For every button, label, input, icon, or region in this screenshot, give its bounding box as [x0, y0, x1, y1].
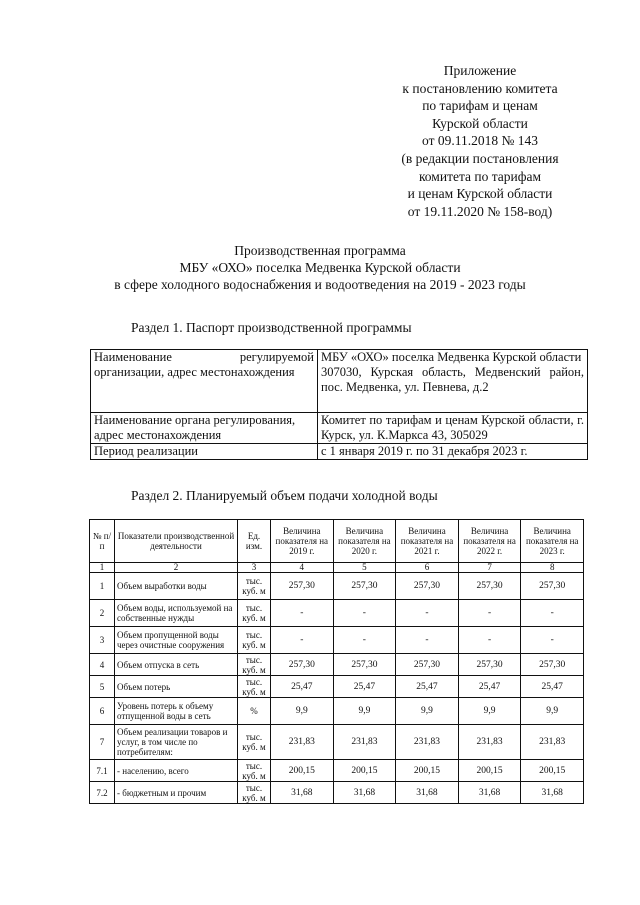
column-index-row: [90, 563, 584, 573]
column-header: Величина показателя на 2023 г.: [521, 520, 584, 563]
appendix-line: и ценам Курской области: [407, 186, 553, 202]
value-cell: -: [458, 600, 521, 627]
row-number: 7.1: [90, 760, 115, 782]
column-header: № п/п: [90, 520, 115, 563]
column-header: Величина показателя на 2022 г.: [458, 520, 521, 563]
value-cell: -: [396, 600, 459, 627]
value-cell: 257,30: [333, 573, 396, 600]
value-cell: 257,30: [396, 654, 459, 676]
value-cell: 31,68: [521, 782, 584, 804]
passport-label: Период реализации: [91, 444, 318, 460]
appendix-block: [380, 62, 580, 220]
column-index: 4: [271, 563, 334, 573]
value-cell: 231,83: [271, 725, 334, 760]
table-row: [90, 698, 584, 725]
passport-label: Наименование регулируемой организации, адрес местонахождения: [91, 350, 318, 413]
value-cell: -: [521, 627, 584, 654]
column-index: 2: [115, 563, 238, 573]
indicator-name: Уровень потерь к объему отпущенной воды в сеть: [115, 698, 238, 725]
program-title-line: в сфере холодного водоснабжения и водоотведения на 2019 - 2023 годы: [114, 277, 526, 292]
table-row: [90, 600, 584, 627]
value-cell: 31,68: [458, 782, 521, 804]
table-row: [90, 725, 584, 760]
table-row: [90, 676, 584, 698]
value-cell: 9,9: [333, 698, 396, 725]
value-cell: 31,68: [333, 782, 396, 804]
passport-value: [318, 350, 588, 413]
value-cell: 257,30: [521, 573, 584, 600]
column-index: 8: [521, 563, 584, 573]
value-cell: 25,47: [271, 676, 334, 698]
appendix-line: от 09.11.2018 № 143: [422, 133, 538, 149]
value-cell: 231,83: [458, 725, 521, 760]
water-volume-table: [89, 519, 584, 804]
row-number: 7: [90, 725, 115, 760]
indicator-name: Объем отпуска в сеть: [115, 654, 238, 676]
value-cell: -: [333, 600, 396, 627]
indicator-name: - бюджетным и прочим: [115, 782, 238, 804]
value-cell: 257,30: [521, 654, 584, 676]
row-number: 1: [90, 573, 115, 600]
row-number: 4: [90, 654, 115, 676]
table-row: [91, 413, 588, 444]
value-cell: 31,68: [396, 782, 459, 804]
column-index: 6: [396, 563, 459, 573]
value-cell: 257,30: [396, 573, 459, 600]
value-cell: 200,15: [271, 760, 334, 782]
value-cell: 257,30: [271, 654, 334, 676]
indicator-name: Объем потерь: [115, 676, 238, 698]
value-cell: 231,83: [521, 725, 584, 760]
value-cell: 257,30: [333, 654, 396, 676]
passport-value-line: 307030, Курская область, Медвенский район, пос. Медвенка, ул. Певнева, д.2: [321, 365, 584, 394]
table-row: [90, 654, 584, 676]
value-cell: -: [458, 627, 521, 654]
unit-cell: %: [238, 698, 271, 725]
table-row: [90, 760, 584, 782]
value-cell: -: [333, 627, 396, 654]
value-cell: 200,15: [521, 760, 584, 782]
value-cell: 257,30: [271, 573, 334, 600]
passport-value-line: Комитет по тарифам и ценам Курской области, г. Курск, ул. К.Маркса 43, 305029: [321, 413, 584, 442]
indicator-name: - населению, всего: [115, 760, 238, 782]
section2-heading: Раздел 2. Планируемый объем подачи холодной воды: [131, 488, 438, 503]
row-number: 5: [90, 676, 115, 698]
passport-table: [90, 349, 588, 460]
section1-heading: Раздел 1. Паспорт производственной программы: [131, 320, 412, 335]
column-index: 5: [333, 563, 396, 573]
unit-cell: тыс. куб. м: [238, 782, 271, 804]
value-cell: 25,47: [396, 676, 459, 698]
value-cell: 200,15: [458, 760, 521, 782]
value-cell: 9,9: [521, 698, 584, 725]
unit-cell: тыс. куб. м: [238, 600, 271, 627]
unit-cell: тыс. куб. м: [238, 676, 271, 698]
passport-value: [318, 413, 588, 444]
program-title-line: МБУ «ОХО» поселка Медвенка Курской области: [179, 260, 461, 275]
column-header: Величина показателя на 2020 г.: [333, 520, 396, 563]
value-cell: 25,47: [521, 676, 584, 698]
column-header: Ед. изм.: [238, 520, 271, 563]
value-cell: 231,83: [333, 725, 396, 760]
row-number: 3: [90, 627, 115, 654]
column-header: Показатели производственной деятельности: [115, 520, 238, 563]
column-header: Величина показателя на 2019 г.: [271, 520, 334, 563]
row-number: 6: [90, 698, 115, 725]
value-cell: -: [271, 627, 334, 654]
table-row: [91, 444, 588, 460]
value-cell: -: [271, 600, 334, 627]
appendix-line: от 19.11.2020 № 158-вод): [407, 203, 553, 219]
appendix-line: (в редакции постановления: [401, 150, 559, 166]
table-row: [90, 627, 584, 654]
unit-cell: тыс. куб. м: [238, 627, 271, 654]
appendix-line: Приложение: [443, 63, 517, 78]
value-cell: 200,15: [396, 760, 459, 782]
passport-value-line: с 1 января 2019 г. по 31 декабря 2023 г.: [321, 444, 528, 458]
passport-value-line: МБУ «ОХО» поселка Медвенка Курской области: [321, 350, 582, 364]
appendix-line: по тарифам и ценам: [422, 98, 538, 114]
value-cell: 25,47: [333, 676, 396, 698]
indicator-name: Объем воды, используемой на собственные нужды: [115, 600, 238, 627]
indicator-name: Объем выработки воды: [115, 573, 238, 600]
column-index: 7: [458, 563, 521, 573]
unit-cell: тыс. куб. м: [238, 725, 271, 760]
column-index: 3: [238, 563, 271, 573]
row-number: 2: [90, 600, 115, 627]
program-title-line: Производственная программа: [234, 243, 406, 258]
value-cell: 9,9: [396, 698, 459, 725]
table-row: [91, 350, 588, 413]
program-title: [60, 242, 580, 293]
value-cell: 200,15: [333, 760, 396, 782]
indicator-name: Объем пропущенной воды через очистные сооружения: [115, 627, 238, 654]
value-cell: 231,83: [396, 725, 459, 760]
passport-label: Наименование органа регулирования, адрес местонахождения: [91, 413, 318, 444]
appendix-line: Курской области: [432, 115, 528, 131]
appendix-line: комитета по тарифам: [418, 168, 542, 184]
table-row: [90, 782, 584, 804]
value-cell: 31,68: [271, 782, 334, 804]
value-cell: 257,30: [458, 573, 521, 600]
indicator-name: Объем реализации товаров и услуг, в том числе по потребителям:: [115, 725, 238, 760]
value-cell: 25,47: [458, 676, 521, 698]
column-header: Величина показателя на 2021 г.: [396, 520, 459, 563]
table-row: [90, 573, 584, 600]
value-cell: 257,30: [458, 654, 521, 676]
passport-value: [318, 444, 588, 460]
value-cell: 9,9: [271, 698, 334, 725]
table-header-row: [90, 520, 584, 563]
appendix-line: к постановлению комитета: [402, 80, 558, 96]
value-cell: -: [521, 600, 584, 627]
row-number: 7.2: [90, 782, 115, 804]
value-cell: -: [396, 627, 459, 654]
unit-cell: тыс. куб. м: [238, 654, 271, 676]
value-cell: 9,9: [458, 698, 521, 725]
column-index: 1: [90, 563, 115, 573]
unit-cell: тыс. куб. м: [238, 760, 271, 782]
unit-cell: тыс. куб. м: [238, 573, 271, 600]
